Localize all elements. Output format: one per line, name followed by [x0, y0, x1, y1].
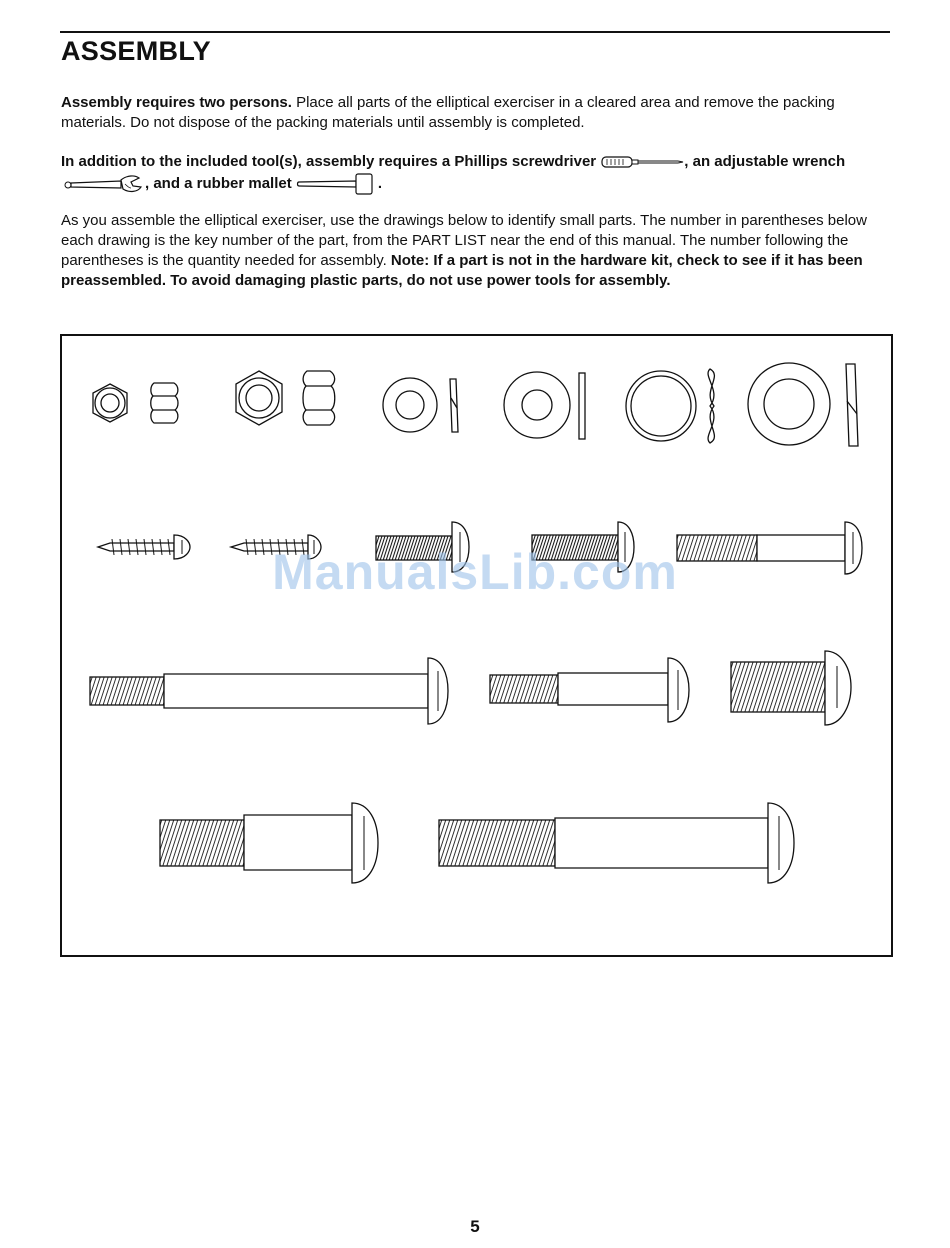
intro-rest: Place all parts of the elliptical exerciser in a cleared area and remove the packing materials. Do not dispose of the packing materials until assembly is completed. — [61, 94, 835, 131]
medium-shoulder-bolt-icon — [490, 658, 689, 722]
page-title: ASSEMBLY — [61, 36, 211, 66]
mallet-icon — [296, 172, 378, 196]
wrench-icon — [61, 174, 145, 194]
long-large-shoulder-bolt-icon — [439, 803, 794, 883]
identify-text: As you assemble the elliptical exerciser, use the drawings below to identify small parts. The number in parentheses below each drawing is the key number of the part, from the PART LIST near the end of this manual. The number following the parentheses is the quantity needed for assembly. — [61, 212, 867, 269]
large-button-bolt-icon — [731, 651, 851, 725]
intro-lead: Assembly requires two persons. — [61, 94, 292, 111]
tools-paragraph — [61, 152, 891, 196]
small-nylon-locknut-icon — [93, 383, 178, 423]
tools-text-d: . — [377, 174, 383, 192]
large-nylon-locknut-icon — [236, 371, 335, 425]
top-rule — [60, 31, 890, 33]
split-lockwasher-icon — [383, 378, 458, 432]
intro-paragraph — [61, 93, 891, 133]
long-shoulder-bolt-icon — [90, 658, 448, 724]
large-lockwasher-icon — [748, 363, 858, 446]
short-large-shoulder-bolt-icon — [160, 803, 378, 883]
wave-washer-icon — [626, 369, 714, 443]
identify-paragraph — [61, 211, 891, 291]
page-number: 5 — [470, 1217, 480, 1236]
parts-identification-box — [60, 334, 893, 957]
flat-washer-icon — [504, 372, 585, 439]
tools-text-a: In addition to the included tool(s), assembly requires a Phillips screwdriver — [61, 153, 597, 170]
watermark: ManualsLib.com — [272, 544, 678, 600]
identify-note: Note: If a part is not in the hardware kit, check to see if it has been preassembled. To avoid damaging plastic parts, do not use power tools for assembly. — [61, 252, 863, 289]
tools-text-b: , an adjustable wrench — [684, 153, 846, 170]
screwdriver-icon — [600, 155, 684, 169]
tools-text-c: , and a rubber mallet — [145, 174, 292, 192]
parts-drawing — [62, 336, 891, 955]
